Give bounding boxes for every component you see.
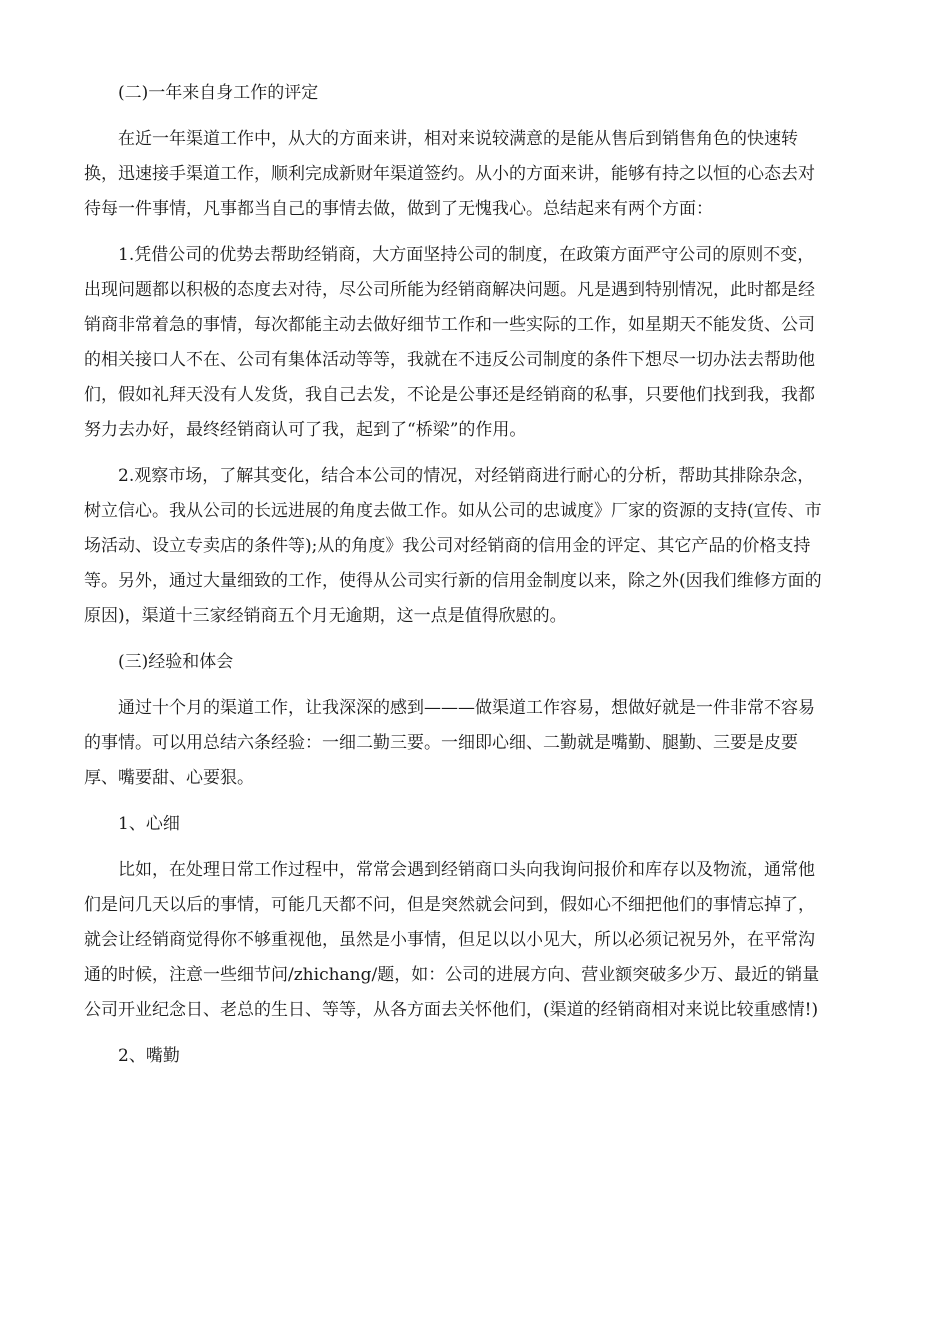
text-line: 1、心细 (118, 814, 180, 834)
section-heading (84, 1039, 866, 1074)
text-line: (二)一年来自身工作的评定 (118, 83, 319, 103)
text-line: 1.凭借公司的优势去帮助经销商，大方面坚持公司的制度，在政策方面严守公司的原则不变， (118, 245, 815, 265)
text-line: 公司开业纪念日、老总的生日、等等，从各方面去关怀他们，(渠道的经销商相对来说比较重感情!) (84, 1000, 819, 1020)
paragraph (84, 122, 866, 227)
text-line: 努力去办好，最终经销商认可了我，起到了“桥梁”的作用。 (84, 420, 527, 440)
paragraph (84, 238, 866, 448)
section-heading (84, 807, 866, 842)
text-line: 们是问几天以后的事情，可能几天都不问，但是突然就会问到，假如心不细把他们的事情忘掉了， (84, 895, 815, 915)
text-line: 待每一件事情，凡事都当自己的事情去做，做到了无愧我心。总结起来有两个方面： (84, 199, 713, 219)
paragraph (84, 853, 866, 1028)
text-line: 换，迅速接手渠道工作，顺利完成新财年渠道签约。从小的方面来讲，能够有持之以恒的心态去对 (84, 164, 815, 184)
text-line: (三)经验和体会 (118, 652, 234, 672)
text-line: 比如，在处理日常工作过程中，常常会遇到经销商口头向我询问报价和库存以及物流，通常他 (118, 860, 815, 880)
text-line: 通过十个月的渠道工作，让我深深的感到———做渠道工作容易，想做好就是一件非常不容易 (118, 698, 815, 718)
paragraph (84, 459, 866, 634)
text-line: 厚、嘴要甜、心要狠。 (84, 768, 254, 788)
section-heading (84, 645, 866, 680)
text-line: 们，假如礼拜天没有人发货，我自己去发，不论是公事还是经销商的私事，只要他们找到我，我都 (84, 385, 815, 405)
text-line: 销商非常着急的事情，每次都能主动去做好细节工作和一些实际的工作，如星期天不能发货、公司 (84, 315, 815, 335)
text-line: 就会让经销商觉得你不够重视他，虽然是小事情，但足以以小见大，所以必须记祝另外，在平常沟 (84, 930, 815, 950)
text-line: 的事情。可以用总结六条经验：一细二勤三要。一细即心细、二勤就是嘴勤、腿勤、三要是皮要 (84, 733, 798, 753)
section-heading (84, 76, 866, 111)
text-line: 等。另外，通过大量细致的工作，使得从公司实行新的信用金制度以来，除之外(因我们维修方面的 (84, 571, 822, 591)
paragraph (84, 691, 866, 796)
text-line: 原因)，渠道十三家经销商五个月无逾期，这一点是值得欣慰的。 (84, 606, 567, 626)
text-line: 在近一年渠道工作中，从大的方面来讲，相对来说较满意的是能从售后到销售角色的快速转 (118, 129, 798, 149)
text-line: 通的时候，注意一些细节问/zhichang/题，如：公司的进展方向、营业额突破多少万、最近的销量 (84, 965, 820, 985)
text-line: 2.观察市场，了解其变化，结合本公司的情况，对经销商进行耐心的分析，帮助其排除杂念， (118, 466, 815, 486)
text-line: 2、嘴勤 (118, 1046, 180, 1066)
document-body (84, 76, 866, 1085)
text-line: 的相关接口人不在、公司有集体活动等等，我就在不违反公司制度的条件下想尽一切办法去帮助他 (84, 350, 815, 370)
text-line: 树立信心。我从公司的长远进展的角度去做工作。如从公司的忠诚度》厂家的资源的支持(宣传、市 (84, 501, 822, 521)
text-line: 出现问题都以积极的态度去对待，尽公司所能为经销商解决问题。凡是遇到特别情况，此时都是经 (84, 280, 815, 300)
text-line: 场活动、设立专卖店的条件等);从的角度》我公司对经销商的信用金的评定、其它产品的价格支持 (84, 536, 811, 556)
